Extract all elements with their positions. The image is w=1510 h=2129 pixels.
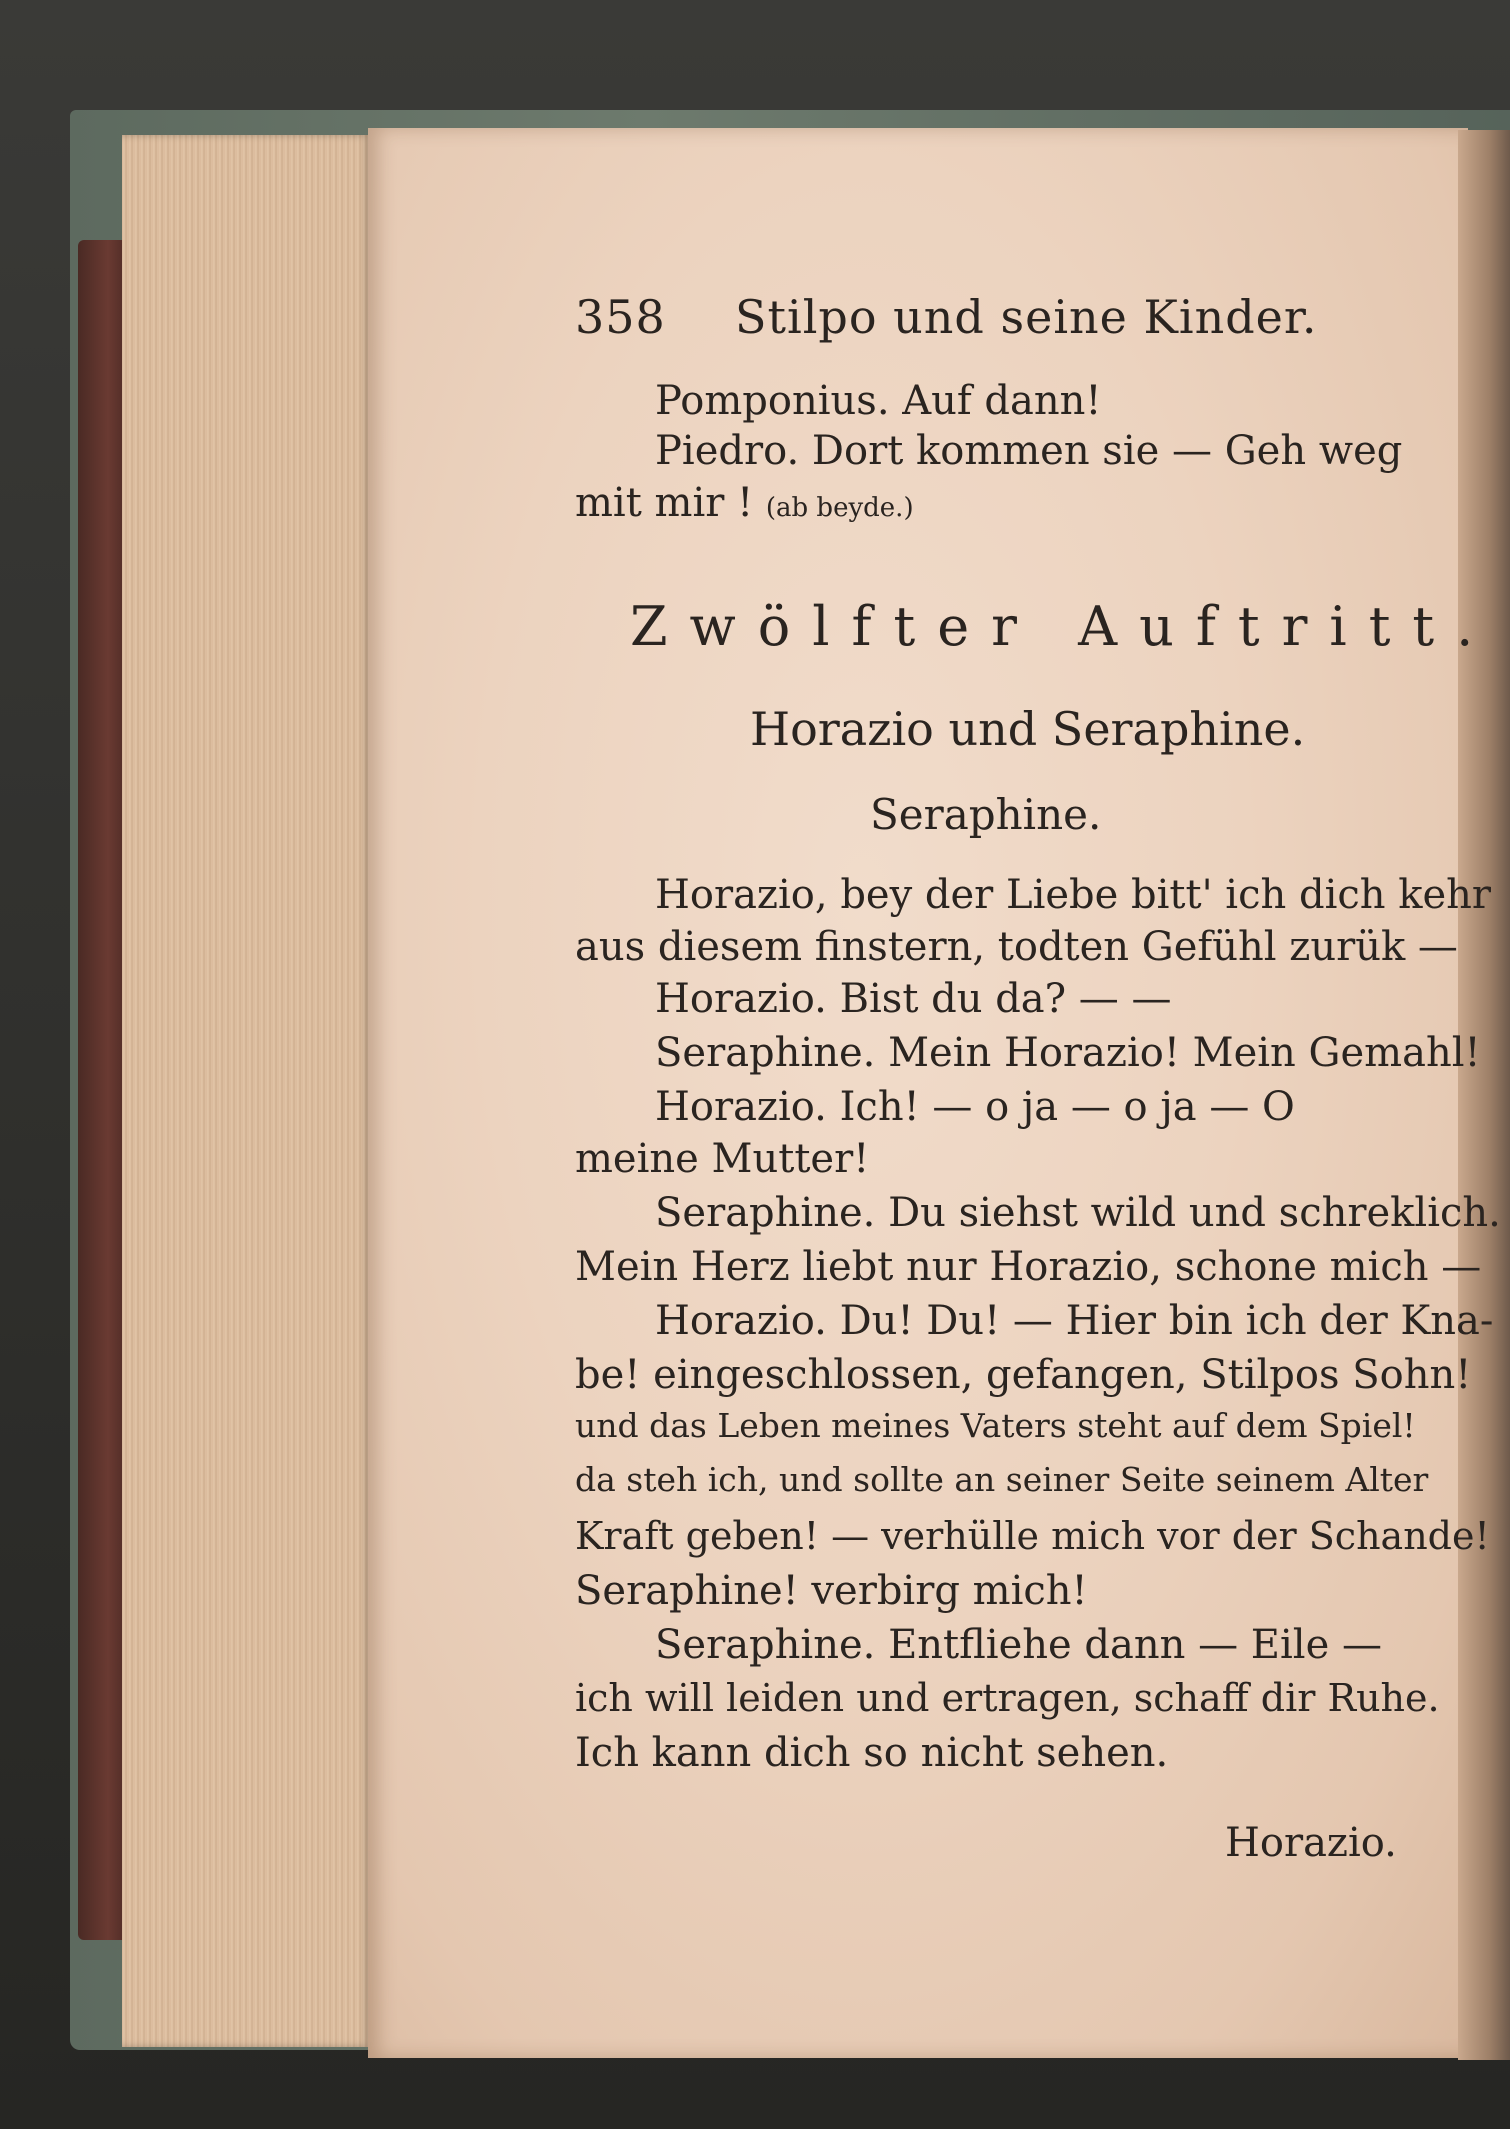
dialogue-line-11: da steh ich, und sollte an seiner Seite seinem Alter bbox=[575, 1460, 1429, 1499]
dialogue-line-7: Mein Herz liebt nur Horazio, schone mich — bbox=[575, 1244, 1482, 1290]
dialogue-line-15: ich will leiden und ertragen, schaff dir Ruhe. bbox=[575, 1676, 1440, 1720]
gutter-shadow bbox=[1458, 130, 1510, 2060]
text-line-2-main: mit mir ! bbox=[575, 480, 754, 526]
text-line-1: Piedro. Dort kommen sie — Geh weg bbox=[655, 428, 1403, 474]
dialogue-line-13: Seraphine! verbirg mich! bbox=[575, 1568, 1088, 1614]
scene-heading: Zwölfter Auftritt. bbox=[630, 595, 1496, 658]
speaker-heading: Seraphine. bbox=[870, 790, 1102, 839]
dialogue-line-8: Horazio. Du! Du! — Hier bin ich der Kna- bbox=[655, 1298, 1494, 1344]
text-line-0: Pomponius. Auf dann! bbox=[655, 378, 1102, 424]
dialogue-line-16: Ich kann dich so nicht sehen. bbox=[575, 1730, 1169, 1776]
dialogue-line-4: Horazio. Ich! — o ja — o ja — O bbox=[655, 1084, 1295, 1130]
dialogue-line-1: aus diesem finstern, todten Gefühl zurük — bbox=[575, 924, 1458, 970]
dialogue-line-6: Seraphine. Du siehst wild und schreklich. bbox=[655, 1190, 1501, 1236]
dialogue-line-10: und das Leben meines Vaters steht auf dem Spiel! bbox=[575, 1406, 1416, 1445]
stage-direction: (ab beyde.) bbox=[765, 493, 914, 523]
dialogue-line-14: Seraphine. Entfliehe dann — Eile — bbox=[655, 1622, 1382, 1668]
page-number: 358 bbox=[575, 290, 666, 344]
catchword: Horazio. bbox=[1225, 1820, 1397, 1866]
dialogue-line-12: Kraft geben! — verhülle mich vor der Schande! bbox=[575, 1514, 1490, 1558]
scene-characters: Horazio und Seraphine. bbox=[750, 702, 1306, 756]
dialogue-line-2: Horazio. Bist du da? — — bbox=[655, 976, 1172, 1022]
text-line-2 bbox=[575, 480, 914, 526]
dialogue-line-5: meine Mutter! bbox=[575, 1136, 870, 1182]
dialogue-line-3: Seraphine. Mein Horazio! Mein Gemahl! bbox=[655, 1030, 1481, 1076]
dialogue-line-9: be! eingeschlossen, gefangen, Stilpos Sohn! bbox=[575, 1352, 1472, 1398]
dialogue-line-0: Horazio, bey der Liebe bitt' ich dich kehr bbox=[655, 872, 1492, 918]
page-edges bbox=[122, 135, 372, 2047]
running-title: Stilpo und seine Kinder. bbox=[735, 290, 1318, 344]
